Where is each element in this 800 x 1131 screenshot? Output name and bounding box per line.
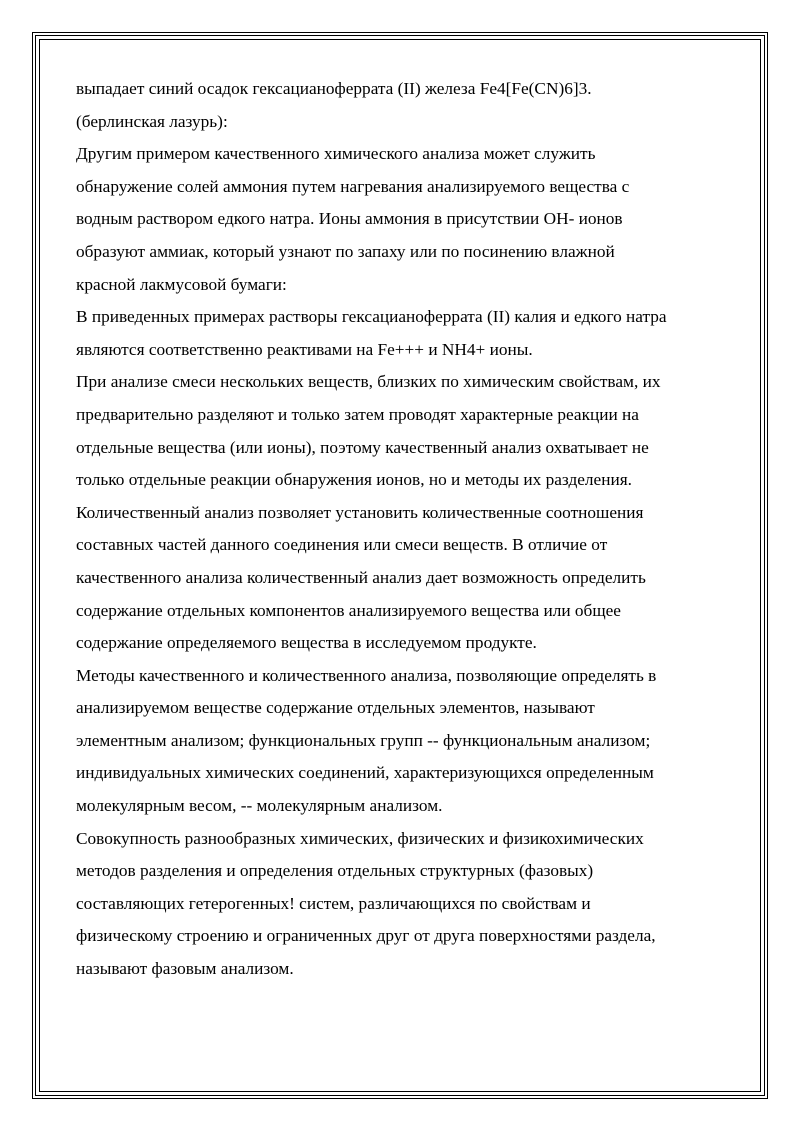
text-line: индивидуальных химических соединений, характеризующихся определенным	[76, 763, 654, 783]
text-line: В приведенных примерах растворы гексацианоферрата (II) калия и едкого натра	[76, 307, 667, 327]
text-line: только отдельные реакции обнаружения ионов, но и методы их разделения.	[76, 470, 632, 490]
text-line: называют фазовым анализом.	[76, 959, 294, 979]
text-line: методов разделения и определения отдельных структурных (фазовых)	[76, 861, 594, 881]
text-line: физическому строению и ограниченных друг от друга поверхностями раздела,	[76, 926, 656, 946]
text-line: При анализе смеси нескольких веществ, близких по химическим свойствам, их	[76, 372, 661, 392]
text-line: составных частей данного соединения или смеси веществ. В отличие от	[76, 535, 608, 555]
text-line: (берлинская лазурь):	[76, 111, 228, 131]
text-line: составляющих гетерогенных! систем, различающихся по свойствам и	[76, 893, 591, 913]
text-line: содержание отдельных компонентов анализируемого вещества или общее	[76, 600, 621, 620]
text-line: отдельные вещества (или ионы), поэтому качественный анализ охватывает не	[76, 437, 649, 457]
text-line: Совокупность разнообразных химических, физических и физикохимических	[76, 828, 644, 848]
text-line: водным раствором едкого натра. Ионы аммония в присутствии ОН- ионов	[76, 209, 623, 229]
text-line: Другим примером качественного химического анализа может служить	[76, 144, 596, 164]
text-line: качественного анализа количественный анализ дает возможность определить	[76, 567, 646, 587]
text-line: Методы качественного и количественного анализа, позволяющие определять в	[76, 665, 657, 685]
text-line: анализируемом веществе содержание отдельных элементов, называют	[76, 698, 595, 718]
text-line: образуют аммиак, который узнают по запаху или по посинению влажной	[76, 241, 615, 261]
text-line: содержание определяемого вещества в исследуемом продукте.	[76, 633, 537, 653]
text-line: предварительно разделяют и только затем проводят характерные реакции на	[76, 404, 639, 424]
text-line: Количественный анализ позволяет установить количественные соотношения	[76, 502, 644, 522]
document-text	[76, 73, 736, 986]
text-line: молекулярным весом, -- молекулярным анализом.	[76, 796, 443, 816]
text-line: красной лакмусовой бумаги:	[76, 274, 287, 294]
text-line: обнаружение солей аммония путем нагревания анализируемого вещества с	[76, 176, 630, 196]
text-line: элементным анализом; функциональных групп -- функциональным анализом;	[76, 730, 651, 750]
text-line: являются соответственно реактивами на Fe+++ и NH4+ ионы.	[76, 339, 533, 359]
text-line: выпадает синий осадок гексацианоферрата (II) железа Fe4[Fe(CN)6]3.	[76, 79, 592, 98]
